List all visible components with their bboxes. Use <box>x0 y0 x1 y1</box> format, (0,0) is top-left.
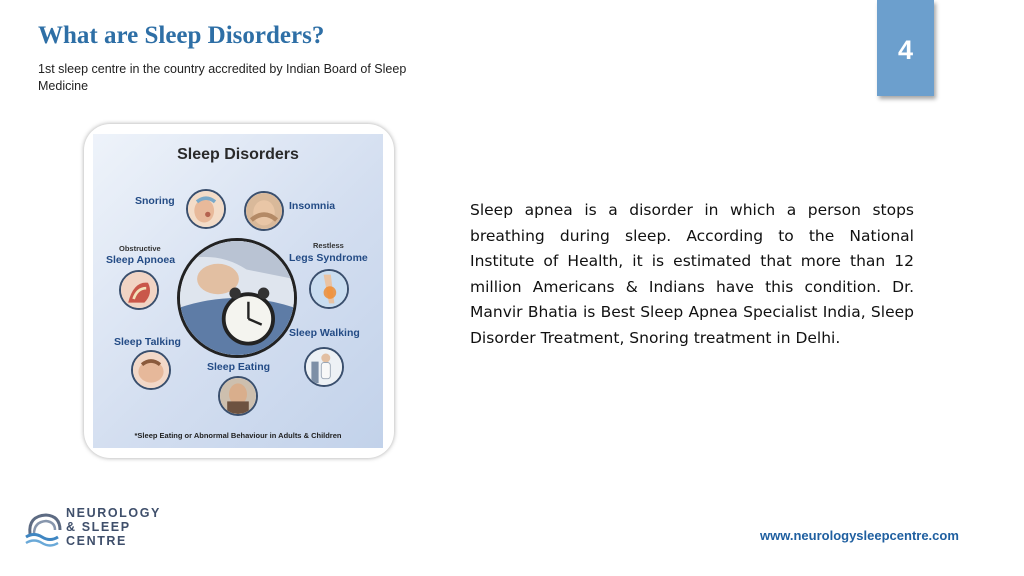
insomnia-image <box>244 191 284 231</box>
sleep-talking-image <box>131 350 171 390</box>
label-apnoea-prefix: Obstructive <box>119 244 161 253</box>
sleep-apnoea-image <box>119 270 159 310</box>
slide-subtitle: 1st sleep centre in the country accredited by Indian Board of Sleep Medicine <box>38 62 407 93</box>
label-insomnia: Insomnia <box>289 200 336 212</box>
neurology-sleep-centre-logo <box>24 506 164 554</box>
label-restless-legs: Legs Syndrome <box>289 252 368 264</box>
alarm-clock-image <box>177 238 297 358</box>
logo-line-2: & SLEEP <box>66 520 131 534</box>
restless-legs-image <box>309 269 349 309</box>
logo-icon <box>24 510 64 550</box>
sleep-walking-image <box>304 347 344 387</box>
body-paragraph: Sleep apnea is a disorder in which a person stops breathing during sleep. According to the National Institute of Health, it is estimated that more than 12 million Americans & Indians have this condition. Dr. Manvir Bhatia is Best Sleep Apnea Specialist India, Sleep Disorder Treatment, Snoring treatment in Delhi. <box>470 201 914 347</box>
logo-line-3: CENTRE <box>66 534 127 548</box>
label-sleep-eating: Sleep Eating <box>207 361 271 373</box>
label-legs-prefix: Restless <box>313 241 344 250</box>
label-sleep-walking: Sleep Walking <box>289 327 360 339</box>
slide-title: What are Sleep Disorders? <box>38 22 325 49</box>
infographic-footnote: *Sleep Eating or Abnormal Behaviour in Adults & Children <box>134 431 342 440</box>
sleep-disorders-infographic <box>93 134 383 448</box>
label-sleep-apnoea: Sleep Apnoea <box>106 254 176 266</box>
slide-number-badge: 4 <box>877 0 934 96</box>
label-sleep-talking: Sleep Talking <box>114 336 181 348</box>
snoring-image <box>186 189 226 229</box>
logo-line-1: NEUROLOGY <box>66 506 161 520</box>
website-link[interactable]: www.neurologysleepcentre.com <box>760 528 959 543</box>
infographic-title: Sleep Disorders <box>177 146 299 163</box>
sleep-eating-image <box>218 376 258 416</box>
label-snoring: Snoring <box>135 195 175 207</box>
